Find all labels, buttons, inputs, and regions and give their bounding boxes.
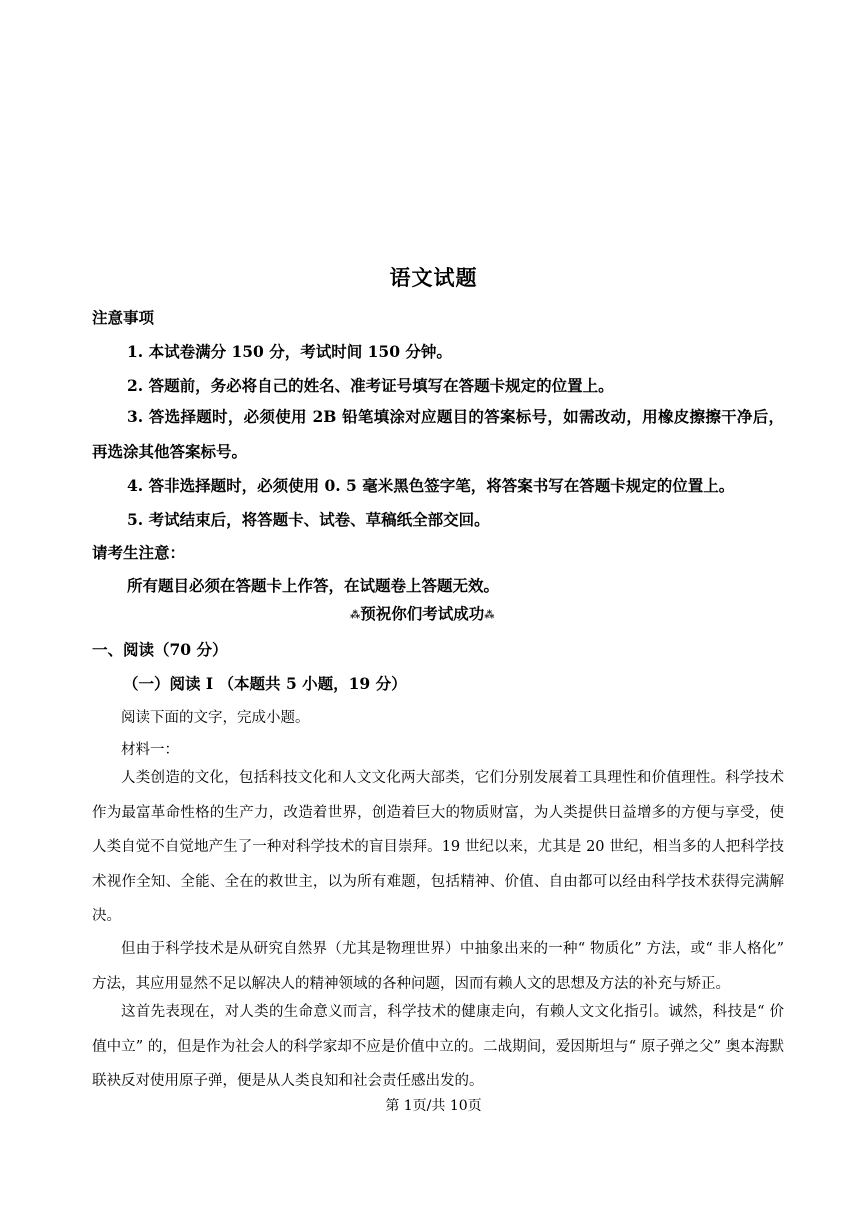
star-decoration-icon: ⁂ <box>484 610 495 621</box>
wish-text: 预祝你们考试成功 <box>360 604 485 623</box>
star-decoration-icon: ⁂ <box>350 610 361 621</box>
notice-item-2: 2. 答题前，务必将自己的姓名、准考证号填写在答题卡规定的位置上。 <box>127 376 614 395</box>
notice-item-5: 5. 考试结束后，将答题卡、试卷、草稿纸全部交回。 <box>127 510 490 529</box>
subsection-heading: （一）阅读 Ⅰ （本题共 5 小题，19 分） <box>123 674 407 693</box>
paragraph-3: 这首先表现在，对人类的生命意义而言，科学技术的健康走向，有赖人文文化指引。诚然，科技是“ 价值中立” 的，但是作为社会人的科学家却不应是价值中立的。二战期间，爱因斯坦与“ 原子弹之父” 奥本海默联袂反对使用原子弹，便是从人类良知和社会责任感出发的。 <box>92 1004 784 1089</box>
notice-item-4: 4. 答非选择题时，必须使用 0. 5 毫米黑色签字笔，将答案书写在答题卡规定的位置上。 <box>127 476 735 495</box>
page-title: 语文试题 <box>389 265 478 290</box>
material-label: 材料一： <box>121 742 179 758</box>
paragraph-2: 但由于科学技术是从研究自然界（尤其是物理世界）中抽象出来的一种“ 物质化” 方法，或“ 非人格化” 方法，其应用显然不足以解决人的精神领域的各种问题，因而有赖人文的思想及方法的补充与矫正。 <box>92 941 784 992</box>
notice-item-3: 3. 答选择题时，必须使用 2B 铅笔填涂对应题目的答案标号，如需改动，用橡皮擦擦干净后，再选涂其他答案标号。 <box>92 407 784 461</box>
candidate-heading: 请考生注意： <box>92 543 186 562</box>
notice-heading: 注意事项 <box>92 308 155 327</box>
instruction-text: 阅读下面的文字，完成小题。 <box>121 710 310 726</box>
notice-item-1: 1. 本试卷满分 150 分，考试时间 150 分钟。 <box>127 342 452 361</box>
section-heading: 一、阅读（70 分） <box>92 640 228 659</box>
candidate-note: 所有题目必须在答题卡上作答，在试题卷上答题无效。 <box>127 576 500 595</box>
page-footer: 第 1页/共 10页 <box>385 1098 482 1114</box>
wish-line <box>350 602 494 624</box>
paragraph-1: 人类创造的文化，包括科技文化和人文文化两大部类，它们分别发展着工具理性和价值理性。科学技术作为最富革命性格的生产力，改造着世界，创造着巨大的物质财富，为人类提供日益增多的方便与享受，使人类自觉不自觉地产生了一种对科学技术的盲目崇拜。19 世纪以来，尤其是 20 世纪，相当多的人把科学技术视作全知、全能、全在的救世主，以为所有难题，包括精神、价值、自由都可以经由科学技术获得完满解决。 <box>92 770 784 924</box>
